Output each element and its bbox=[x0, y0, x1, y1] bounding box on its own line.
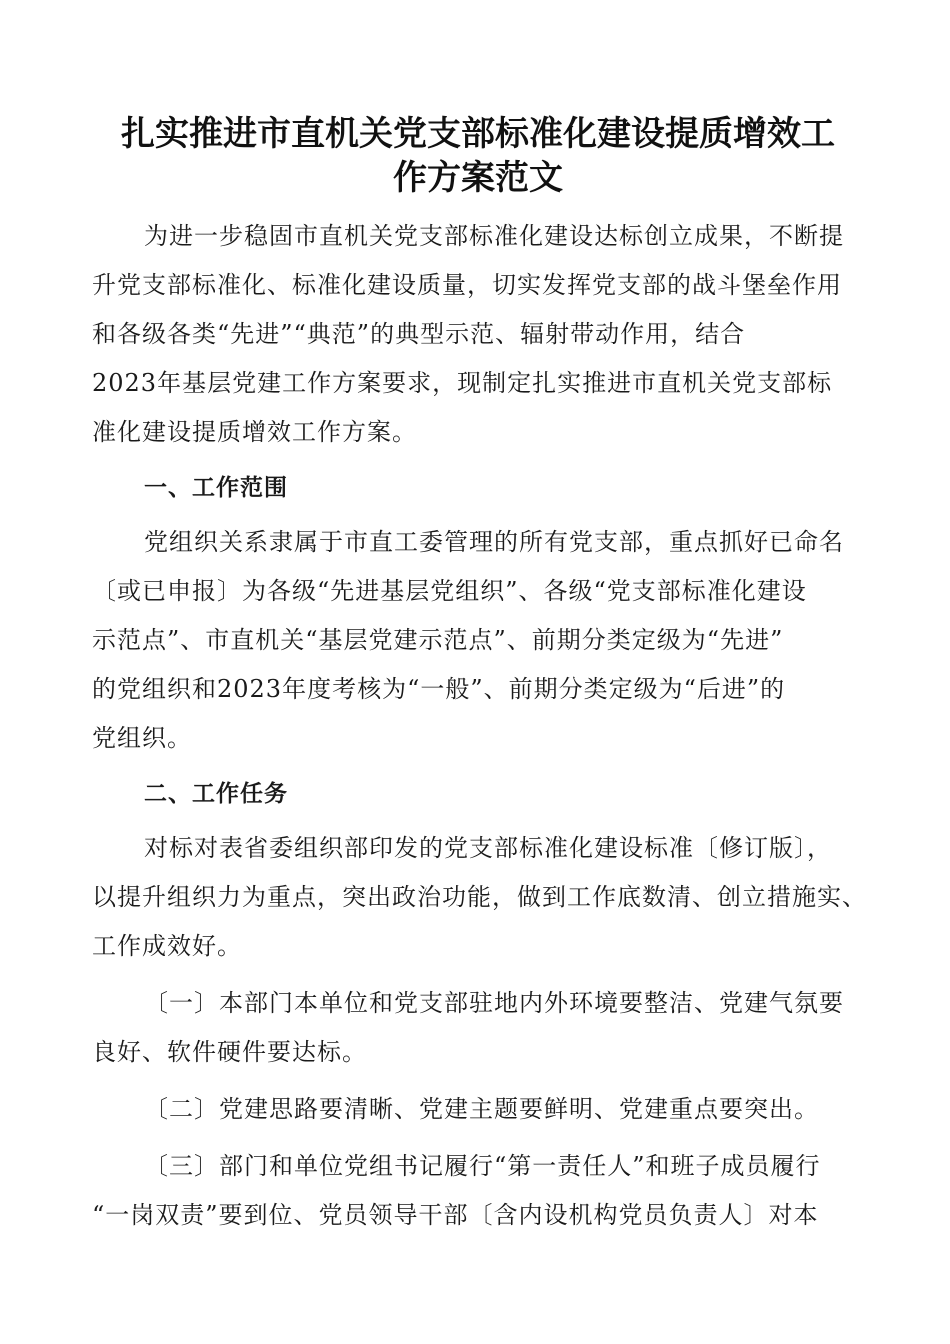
intro-paragraph bbox=[92, 212, 864, 457]
paragraph-gap bbox=[92, 1134, 864, 1142]
document-title bbox=[92, 112, 864, 200]
tasks-paragraph bbox=[92, 824, 867, 971]
section-heading-tasks: 二、工作任务 bbox=[144, 781, 288, 807]
paragraph-gap bbox=[92, 971, 864, 979]
scope-paragraph bbox=[92, 518, 864, 763]
text-line: “一岗双责”要到位、党员领导干部〔含内设机构党员负责人〕对本 bbox=[92, 1201, 819, 1229]
title-line: 扎实推进市直机关党支部标准化建设提质增效工 bbox=[121, 114, 835, 154]
document-body bbox=[92, 212, 867, 1240]
text-line: 为进一步稳固市直机关党支部标准化建设达标创立成果，不断提 bbox=[144, 222, 844, 250]
text-line: 准化建设提质增效工作方案。 bbox=[92, 418, 417, 446]
text-line: 以提升组织力为重点，突出政治功能，做到工作底数清、创立措施实、 bbox=[92, 883, 867, 911]
text-line: 党组织关系隶属于市直工委管理的所有党支部，重点抓好已命名 bbox=[144, 528, 844, 556]
text-line: 工作成效好。 bbox=[92, 932, 242, 960]
document-page bbox=[92, 112, 867, 1240]
text-line: 2023年基层党建工作方案要求，现制定扎实推进市直机关党支部标 bbox=[92, 369, 833, 397]
text-line: 良好、软件硬件要达标。 bbox=[92, 1038, 367, 1066]
text-line: 的党组织和2023年度考核为“一般”、前期分类定级为“后进”的 bbox=[92, 675, 786, 703]
text-line: 〔三〕部门和单位党组书记履行“第一责任人”和班子成员履行 bbox=[144, 1152, 821, 1180]
task-item-1 bbox=[92, 979, 864, 1077]
text-line: 和各级各类“先进”“典范”的典型示范、辐射带动作用，结合 bbox=[92, 320, 746, 348]
text-line: 〔一〕本部门本单位和党支部驻地内外环境要整洁、党建气氛要 bbox=[144, 989, 844, 1017]
section-heading-scope: 一、工作范围 bbox=[144, 475, 288, 501]
task-item-3 bbox=[92, 1142, 864, 1240]
task-item-2 bbox=[92, 1085, 864, 1134]
text-line: 〔二〕党建思路要清晰、党建主题要鲜明、党建重点要突出。 bbox=[144, 1095, 819, 1123]
title-line: 作方案范文 bbox=[393, 158, 563, 198]
text-line: 对标对表省委组织部印发的党支部标准化建设标准〔修订版〕， bbox=[144, 834, 832, 862]
text-line: 升党支部标准化、标准化建设质量，切实发挥党支部的战斗堡垒作用 bbox=[92, 271, 842, 299]
paragraph-gap bbox=[92, 1077, 864, 1085]
text-line: 党组织。 bbox=[92, 724, 192, 752]
text-line: 示范点”、市直机关“基层党建示范点”、前期分类定级为“先进” bbox=[92, 626, 784, 654]
text-line: 〔或已申报〕为各级“先进基层党组织”、各级“党支部标准化建设 bbox=[92, 577, 807, 605]
